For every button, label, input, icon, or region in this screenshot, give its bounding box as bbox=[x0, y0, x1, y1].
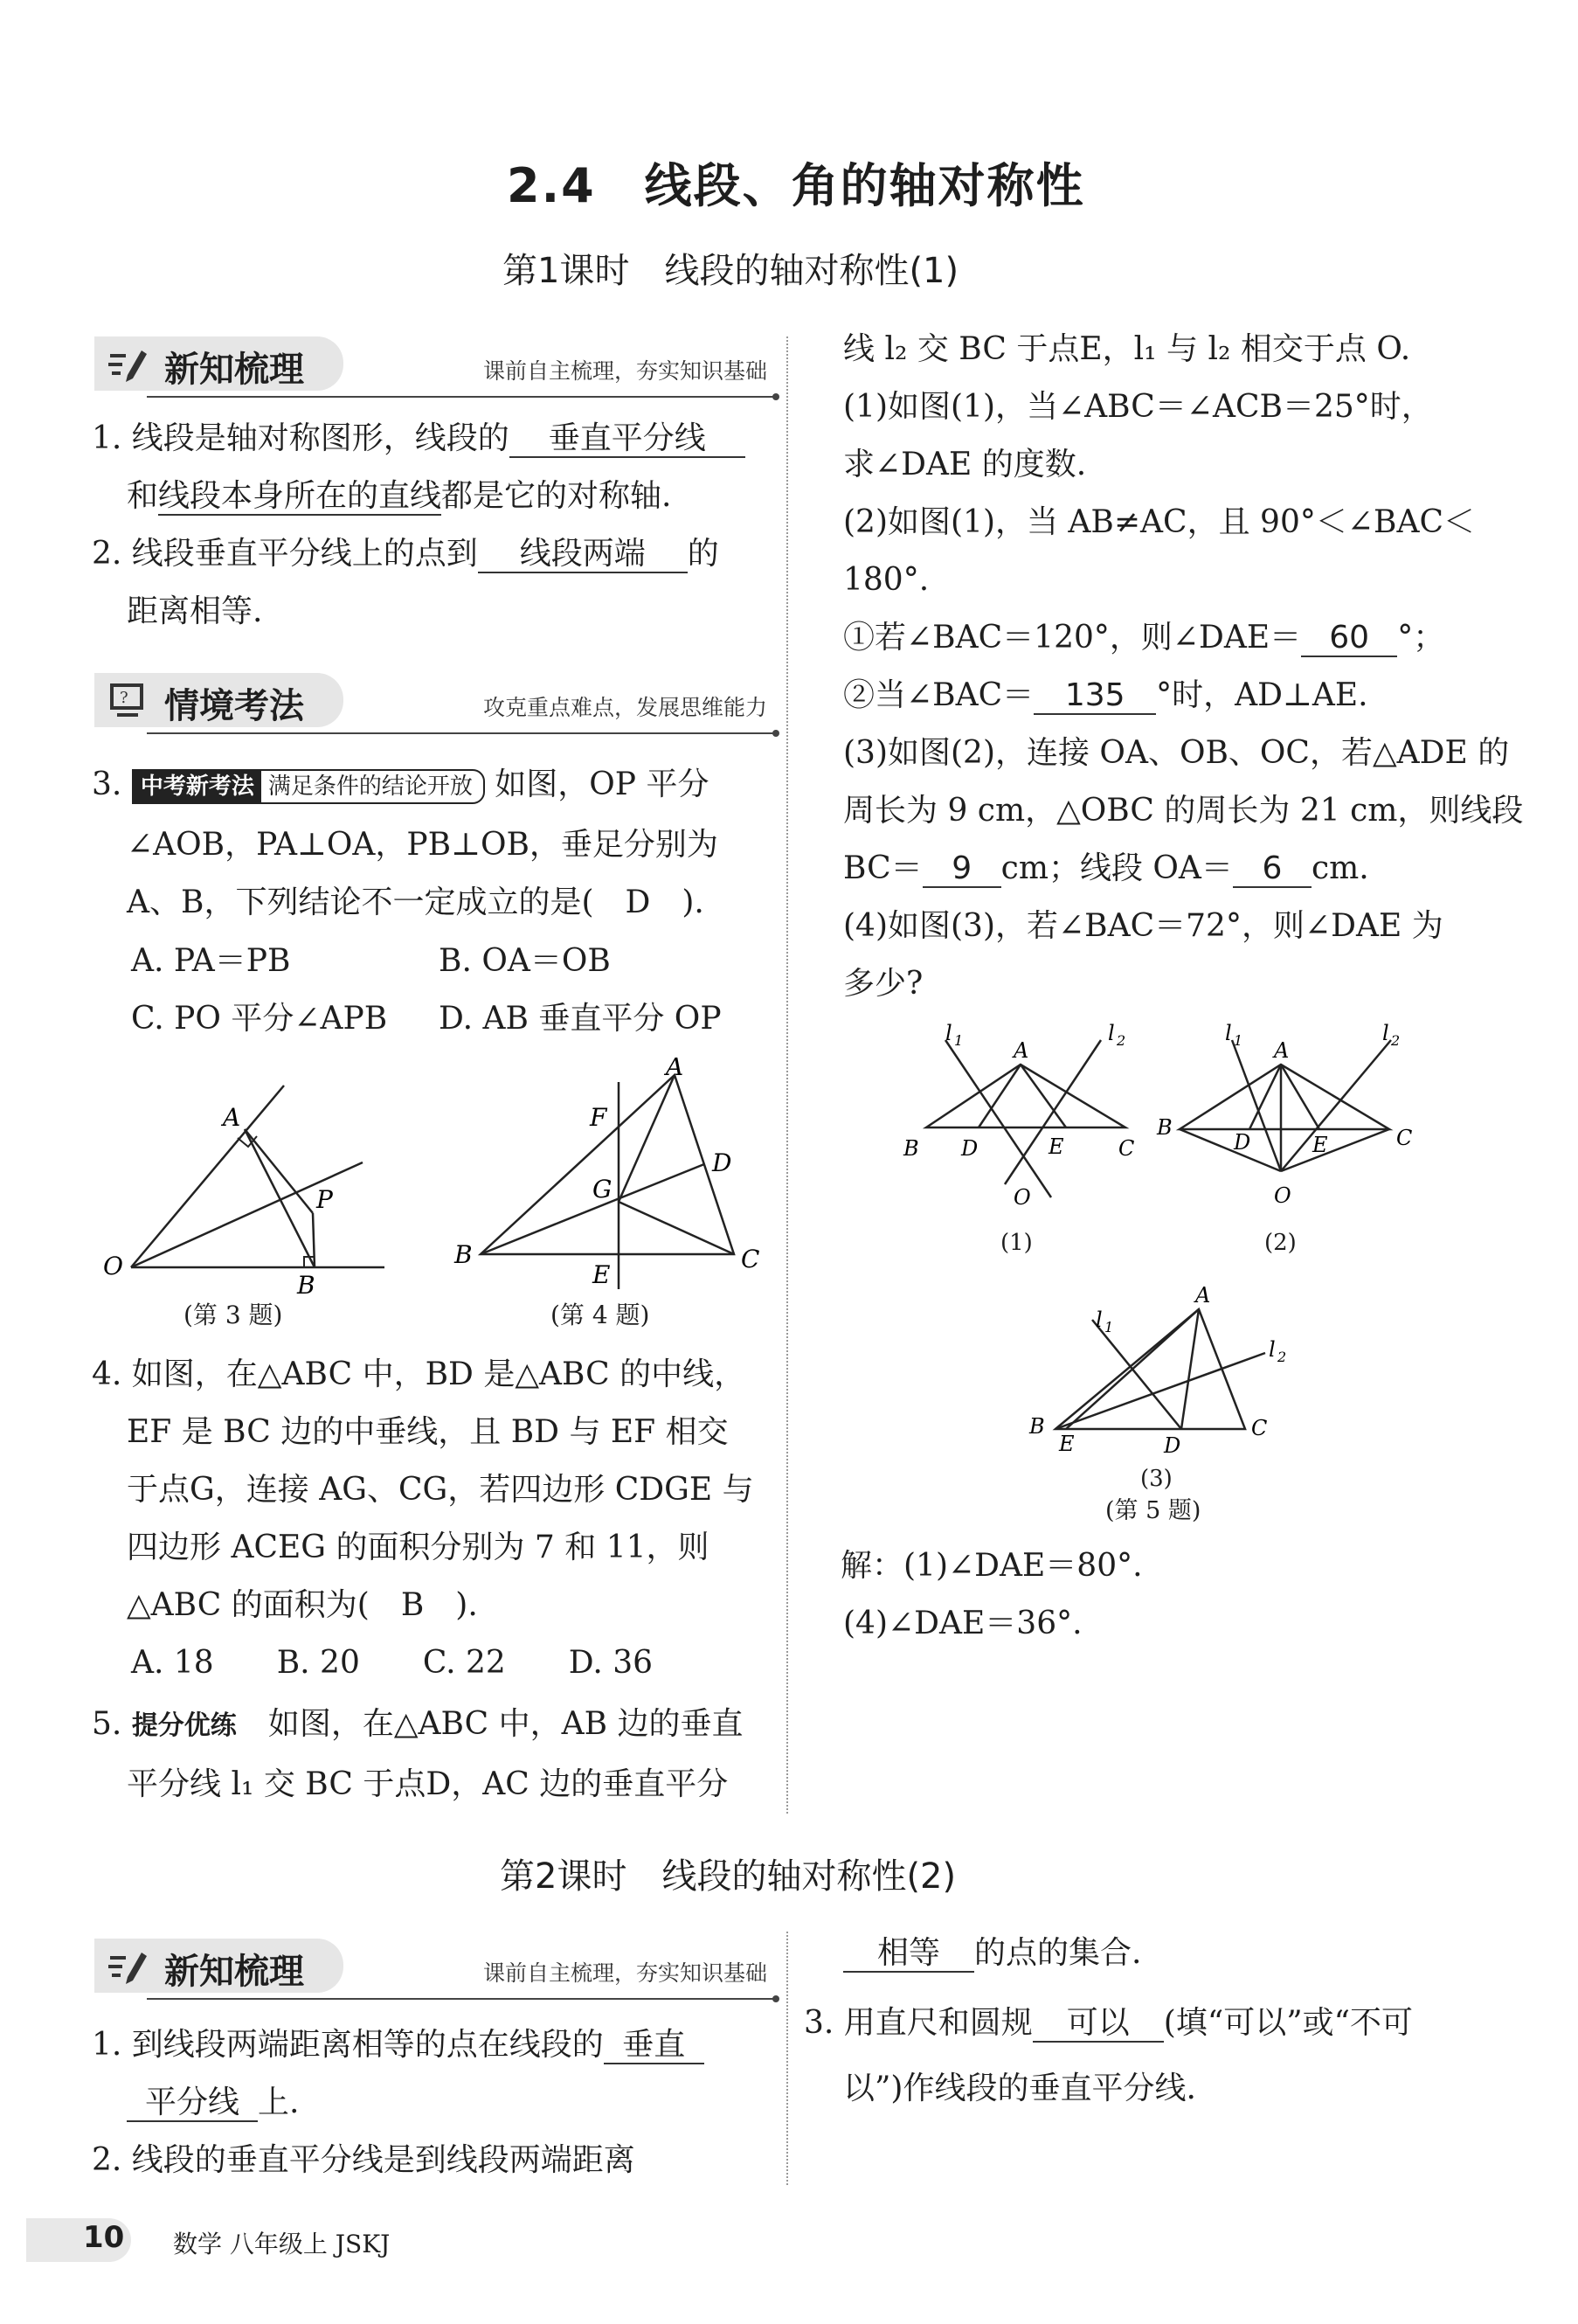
fig3-label-P: P bbox=[316, 1185, 333, 1214]
fig5-3-D: D bbox=[1164, 1433, 1181, 1458]
l1-r6: ①若∠BAC＝120°，则∠DAE＝ 60 °； bbox=[843, 620, 1445, 656]
l1-q4-line1: 4. 如图，在△ABC 中，BD 是△ABC 的中线， bbox=[92, 1356, 746, 1392]
fig5-3-C: C bbox=[1251, 1416, 1268, 1440]
fig3-label-B: B bbox=[297, 1271, 315, 1300]
l1-q4-line5: △ABC 的面积为( B ). bbox=[127, 1587, 478, 1623]
l2-q3-line1: 3. 用直尺和圆规 可以 (填“可以”或“不可 bbox=[804, 2005, 1414, 2041]
l1-r7: ②当∠BAC＝ 135 °时，AD⊥AE. bbox=[843, 677, 1368, 713]
svg-text:1: 1 bbox=[1234, 1032, 1243, 1049]
fig5-1-l2: l bbox=[1108, 1023, 1115, 1045]
fig5-3-E: E bbox=[1059, 1432, 1075, 1456]
section-title-scenario: 情境考法 bbox=[164, 686, 304, 726]
svg-text:2: 2 bbox=[1277, 1349, 1287, 1365]
l2-q3-line2: 以”)作线段的垂直平分线. bbox=[843, 2071, 1196, 2106]
page-number: 10 bbox=[83, 2220, 125, 2255]
fig5-1-C: C bbox=[1118, 1136, 1135, 1161]
l1-q4-line3: 于点G，连接 AG、CG，若四边形 CDGE 与 bbox=[127, 1472, 754, 1508]
figure-q5-3 bbox=[1014, 1276, 1293, 1460]
l1-r1: 线 l₂ 交 BC 于点E，l₁ 与 l₂ 相交于点 O. bbox=[843, 331, 1411, 367]
fig5-2-O: O bbox=[1274, 1183, 1291, 1208]
l1-r9: 周长为 9 cm，△OBC 的周长为 21 cm，则线段 bbox=[843, 793, 1524, 829]
fig5-2-l2: l bbox=[1382, 1023, 1389, 1045]
pencil-icon bbox=[107, 345, 150, 384]
board-icon bbox=[108, 682, 147, 720]
pencil-icon bbox=[107, 1947, 150, 1986]
figure-q4 bbox=[446, 1058, 760, 1302]
l1-q3-optB: B. OA＝OB bbox=[439, 943, 611, 979]
fig4-caption: (第 4 题) bbox=[550, 1301, 650, 1329]
fig4-label-B: B bbox=[454, 1240, 473, 1269]
section-sub-scenario: 攻克重点难点，发展思维能力 bbox=[482, 695, 767, 720]
l1-r3: 求∠DAE 的度数. bbox=[843, 447, 1087, 482]
column-divider bbox=[786, 336, 788, 1814]
fig4-label-G: G bbox=[592, 1175, 613, 1204]
l1-q3-optD: D. AB 垂直平分 OP bbox=[439, 1001, 722, 1037]
fig5-1-O: O bbox=[1014, 1185, 1031, 1210]
fig5-1-l1: l bbox=[945, 1023, 952, 1045]
l1-q4-line2: EF 是 BC 边的中垂线，且 BD 与 EF 相交 bbox=[127, 1414, 729, 1450]
fig5-2-A: A bbox=[1274, 1038, 1290, 1063]
fig5-caption: (第 5 题) bbox=[1105, 1497, 1201, 1524]
figure-q3 bbox=[87, 1075, 402, 1311]
fig3-label-O: O bbox=[103, 1252, 123, 1280]
fig5-2-l1: l bbox=[1225, 1023, 1232, 1045]
l1-q3-line3: A、B，下列结论不一定成立的是( D ). bbox=[127, 885, 704, 920]
fig4-label-F: F bbox=[590, 1103, 607, 1132]
l1-r8: (3)如图(2)，连接 OA、OB、OC，若△ADE 的 bbox=[843, 735, 1510, 771]
lesson1-title: 第1课时 线段的轴对称性(1) bbox=[502, 251, 959, 291]
fig5-1-A: A bbox=[1014, 1038, 1029, 1063]
fig5-2-B: B bbox=[1157, 1115, 1173, 1140]
l1-q1-line2: 和线段本身所在的直线都是它的对称轴. bbox=[127, 478, 672, 514]
section-sub-new: 课前自主梳理，夯实知识基础 bbox=[482, 358, 767, 384]
l1-q3-line2: ∠AOB，PA⊥OA，PB⊥OB，垂足分别为 bbox=[127, 827, 718, 863]
l1-r12: 多少? bbox=[843, 966, 924, 1002]
q5-badge: 提分优练 bbox=[131, 1710, 237, 1741]
section-new-knowledge-2 bbox=[94, 1939, 776, 2000]
l2-q2-line1: 2. 线段的垂直平分线是到线段两端距离 bbox=[92, 2142, 635, 2178]
q3-badge: 中考新考法 满足条件的结论开放 bbox=[132, 769, 485, 804]
fig5-1-B: B bbox=[903, 1136, 919, 1161]
fig4-label-E: E bbox=[592, 1260, 611, 1289]
fig5-1-E: E bbox=[1049, 1134, 1064, 1159]
svg-text:2: 2 bbox=[1117, 1032, 1126, 1049]
fig5-3-caption: (3) bbox=[1140, 1466, 1173, 1492]
l1-q4-options: A. 18 B. 20 C. 22 D. 36 bbox=[131, 1645, 654, 1681]
section-title-new-2: 新知梳理 bbox=[164, 1952, 304, 1992]
fig5-3-l2: l bbox=[1269, 1337, 1276, 1362]
l1-r2: (1)如图(1)，当∠ABC＝∠ACB＝25°时， bbox=[843, 389, 1433, 425]
l1-q3-line1: 3. 中考新考法 满足条件的结论开放 如图，OP 平分 bbox=[92, 767, 709, 802]
l1-solution1: 解：(1)∠DAE＝80°. bbox=[841, 1548, 1143, 1584]
svg-text:?: ? bbox=[120, 689, 128, 707]
fig4-label-A: A bbox=[666, 1058, 684, 1081]
fig5-2-caption: (2) bbox=[1264, 1230, 1297, 1256]
fig4-label-D: D bbox=[712, 1148, 732, 1177]
l1-q5-line2: 平分线 l₁ 交 BC 于点D，AC 边的垂直平分 bbox=[127, 1766, 729, 1802]
fig5-2-C: C bbox=[1396, 1126, 1413, 1150]
figure-q5-1 bbox=[891, 1023, 1171, 1250]
figure-q5-2 bbox=[1153, 1023, 1433, 1250]
l1-r10: BC＝ 9 cm；线段 OA＝ 6 cm. bbox=[843, 850, 1369, 886]
l2-r1: 相等 的点的集合. bbox=[843, 1936, 1141, 1973]
fig5-2-D: D bbox=[1234, 1130, 1251, 1155]
l1-q3-optC: C. PO 平分∠APB bbox=[131, 1001, 388, 1037]
lesson2-title: 第2课时 线段的轴对称性(2) bbox=[500, 1856, 957, 1897]
l1-q2-line2: 距离相等. bbox=[127, 593, 263, 629]
fig4-label-C: C bbox=[741, 1245, 760, 1273]
svg-text:1: 1 bbox=[1104, 1319, 1114, 1335]
fig3-label-A: A bbox=[223, 1103, 241, 1132]
svg-text:1: 1 bbox=[954, 1032, 964, 1049]
l2-q1-line1: 1. 到线段两端距离相等的点在线段的 垂直 bbox=[92, 2028, 704, 2064]
l1-q1-line1: 1. 线段是轴对称图形，线段的 垂直平分线 bbox=[92, 421, 745, 458]
l1-q3-optA: A. PA＝PB bbox=[131, 943, 291, 979]
fig5-3-B: B bbox=[1029, 1414, 1045, 1439]
footer-text: 数学 八年级上 JSKJ bbox=[173, 2230, 391, 2258]
l1-q5-line1: 5. 提分优练 如图，在△ABC 中，AB 边的垂直 bbox=[92, 1706, 744, 1742]
fig5-1-D: D bbox=[961, 1136, 979, 1161]
l1-r11: (4)如图(3)，若∠BAC＝72°，则∠DAE 为 bbox=[843, 908, 1443, 944]
l1-q4-line4: 四边形 ACEG 的面积分别为 7 和 11，则 bbox=[127, 1530, 709, 1565]
section-title: 2.4 线段、角的轴对称性 bbox=[507, 158, 1085, 213]
section-scenario bbox=[94, 673, 776, 734]
section-new-knowledge bbox=[94, 336, 776, 398]
fig3-caption: (第 3 题) bbox=[183, 1301, 283, 1329]
l1-r5: 180°. bbox=[843, 562, 930, 598]
column-divider-2 bbox=[786, 1932, 788, 2185]
l1-solution2: (4)∠DAE＝36°. bbox=[843, 1606, 1083, 1641]
section-title-new: 新知梳理 bbox=[164, 350, 304, 390]
svg-text:2: 2 bbox=[1391, 1032, 1401, 1049]
fig5-1-caption: (1) bbox=[1000, 1230, 1033, 1256]
fig5-2-E: E bbox=[1312, 1133, 1328, 1157]
fig5-3-A: A bbox=[1195, 1283, 1211, 1308]
fig5-3-l1: l bbox=[1096, 1308, 1103, 1332]
section-sub-new-2: 课前自主梳理，夯实知识基础 bbox=[482, 1960, 767, 1986]
l2-q1-line2: 平分线 上. bbox=[127, 2085, 299, 2122]
l1-r4: (2)如图(1)，当 AB≠AC，且 90°＜∠BAC＜ bbox=[843, 504, 1476, 540]
l1-q2-line1: 2. 线段垂直平分线上的点到 线段两端 的 bbox=[92, 536, 719, 572]
